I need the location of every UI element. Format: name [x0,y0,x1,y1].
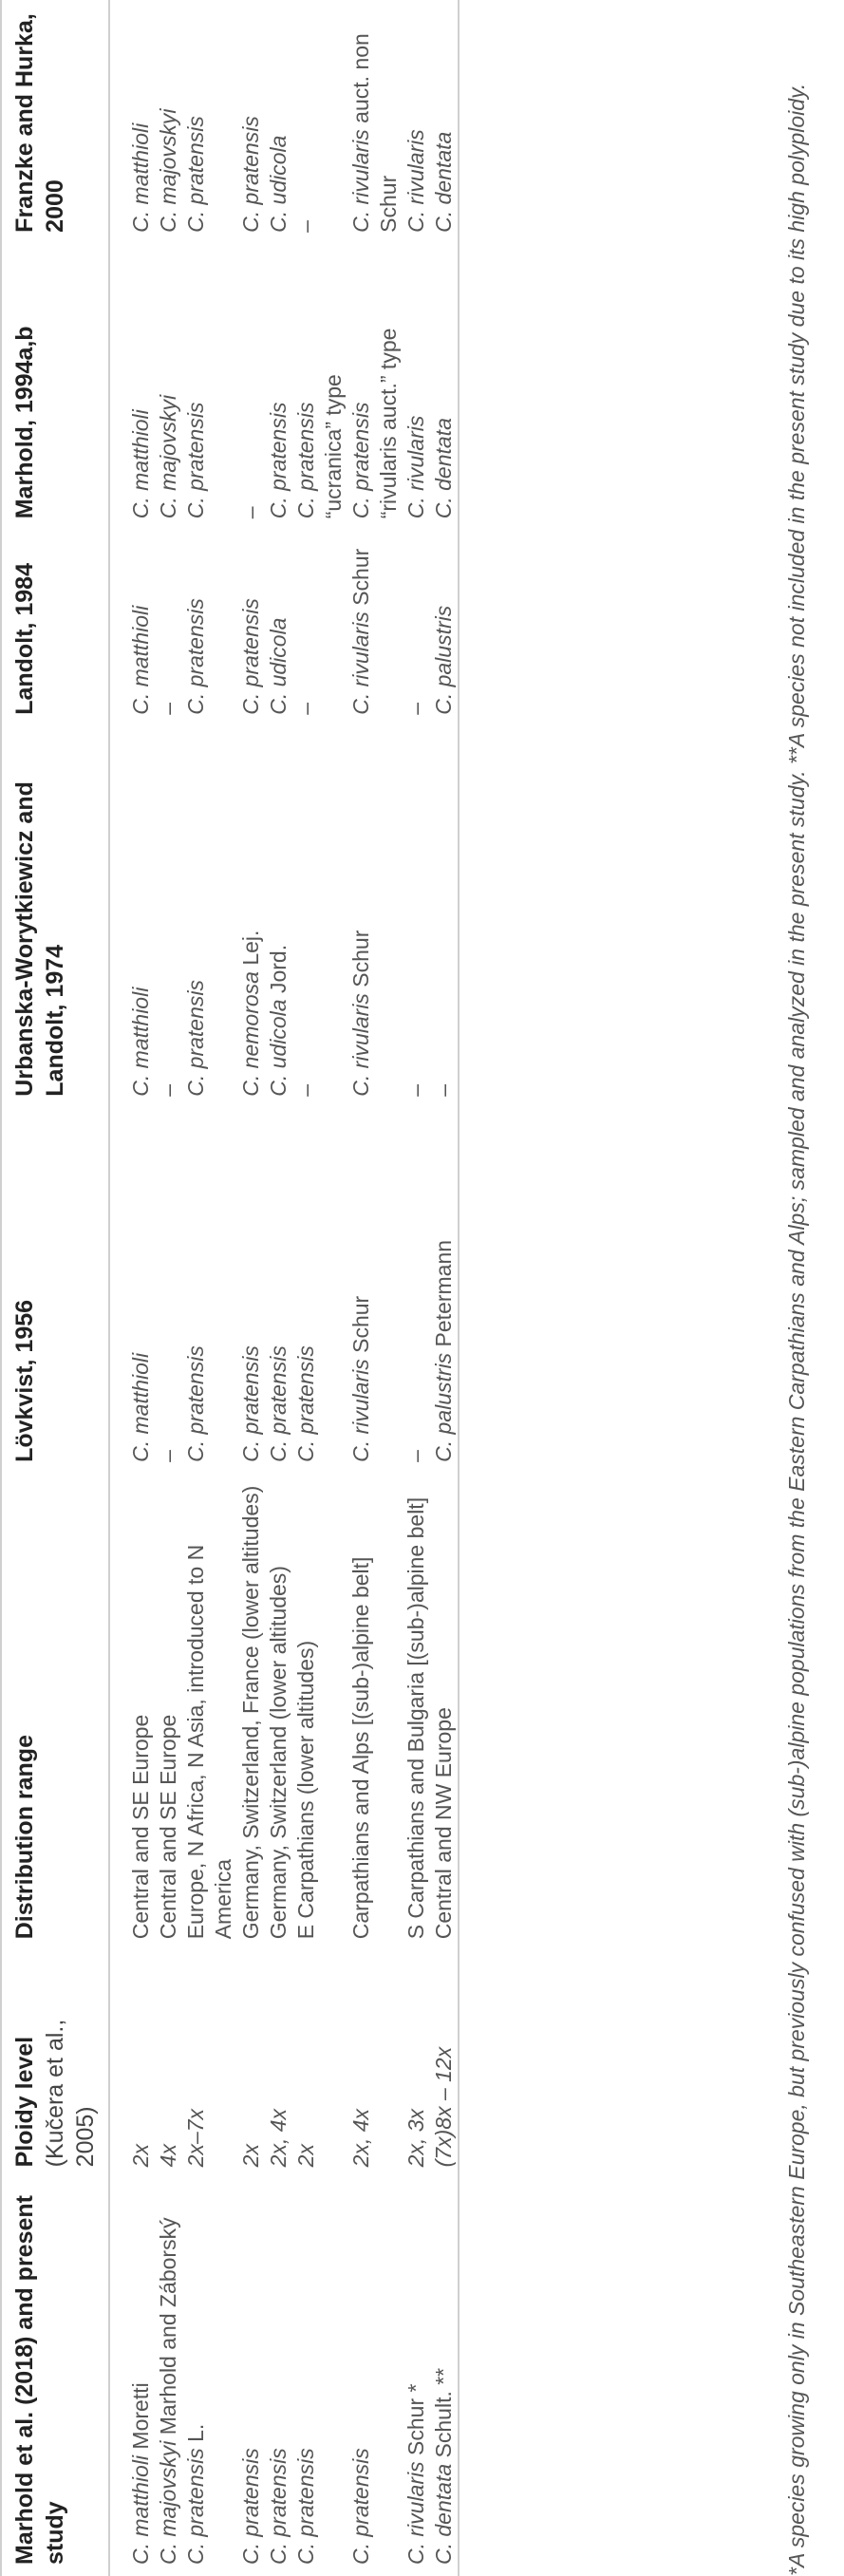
cell-franzke: C. pratensis [183,116,208,233]
cell-marhold: C. majovskyi [156,394,180,519]
cell-urbanska: – [293,1083,318,1097]
cell-lovkvist: C. pratensis [293,1345,318,1462]
header-landolt: Landolt, 1984 [11,563,38,715]
cell-landolt: – [293,703,318,715]
cell-ploidy: 2x [293,2144,318,2168]
header-marhold: Marhold, 1994a,b [11,326,38,519]
cell-marhold: C. pratensis [266,402,291,519]
cell-ploidy: 2x [238,2144,263,2168]
cell-landolt: C. rivularis Schur [348,548,373,715]
cell-lovkvist: C. pratensis [238,1345,263,1462]
cell-lovkvist: C. palustris Petermann [431,1239,456,1462]
cell-species: C. pratensis [266,2448,291,2565]
cell-ploidy: 4x [156,2144,180,2168]
cell-urbanska: – [156,1083,180,1097]
cell-ploidy: 2x, 3x [403,2108,428,2168]
cell-franzke: C. majovskyi [156,108,180,233]
cell-species: C. matthioli Moretti [128,2382,153,2565]
cell-ploidy: 2x, 4x [348,2108,373,2168]
cell-lovkvist: C. pratensis [183,1345,208,1462]
table-row [265,0,292,2576]
cell-urbanska: C. udicola Jord. [266,944,291,1097]
cell-species: C. majovskyi Marhold and Záborský [156,2217,180,2565]
cell-distribution: Germany, Switzerland, France (lower altitudes) [238,1485,263,1940]
cell-urbanska: C. pratensis [183,980,208,1097]
cell-landolt: – [403,703,428,715]
table-row [237,0,265,2576]
cell-species: C. rivularis Schur * [403,2383,428,2565]
cell-distribution: Carpathians and Alps [(sub-)alpine belt] [348,1556,373,1940]
cell-ploidy: 2x–7x [183,2108,208,2168]
cell-species: C. pratensis [238,2448,263,2565]
cell-species: C. pratensis L. [183,2423,208,2565]
cell-ploidy: 2x, 4x [266,2108,291,2168]
cell-marhold: – [238,506,263,519]
cell-landolt: – [156,703,180,715]
cell-lovkvist: – [156,1450,180,1462]
cell-ploidy: (7x)8x – 12x [431,2046,456,2168]
header-species: Marhold et al. (2018) and present study [11,2195,68,2565]
cell-distribution: S Carpathians and Bulgaria [(sub-)alpine belt] [403,1496,428,1940]
header-franzke: Franzke and Hurka, 2000 [11,13,68,233]
cell-urbanska: – [431,1083,456,1097]
cell-landolt: C. matthioli [128,605,153,715]
table-row [109,0,155,2576]
cell-distribution: Central and NW Europe [431,1707,456,1940]
cell-species: C. dentata Schult. ** [431,2367,456,2565]
table-row [182,0,237,2576]
table-footnote: *A species growing only in Southeastern Europe, but previously confused with (sub-)alpine populations from the Eastern Carpathians and Alps; sampled and analyzed in the present study. **A species not included in the present study due to its high polyploidy. [784,83,809,2576]
cell-marhold: C. pratensis [183,402,208,519]
cell-lovkvist: – [403,1450,428,1462]
header-lovkvist: Lövkvist, 1956 [11,1299,38,1462]
cell-landolt: C. pratensis [183,598,208,715]
cell-species: C. pratensis [348,2448,373,2565]
table-row [403,0,430,2576]
table-row [430,0,459,2576]
cell-urbanska: C. matthioli [128,987,153,1097]
cell-species: C. pratensis [293,2448,318,2565]
cell-franzke: C. rivularis [403,129,428,233]
cell-franzke: – [293,220,318,233]
cell-landolt: C. palustris [431,605,456,715]
cell-marhold: C. matthioli [128,409,153,519]
cell-urbanska: – [403,1083,428,1097]
table-row [155,0,182,2576]
header-ploidy: Ploidy level (Kučera et al., 2005) [11,2019,99,2168]
cell-urbanska: C. rivularis Schur [348,930,373,1097]
cell-franzke: C. rivularis auct. non Schur [348,33,401,233]
cell-urbanska: C. nemorosa Lej. [238,930,263,1097]
cell-landolt: C. pratensis [238,598,263,715]
cell-marhold: C. pratensis “ucranica” type [293,374,346,519]
cell-franzke: C. pratensis [238,116,263,233]
cell-marhold: C. rivularis [403,415,428,519]
cell-distribution: Central and SE Europe [128,1714,153,1940]
cell-distribution: Central and SE Europe [156,1714,180,1940]
cell-distribution: Germany, Switzerland (lower altitudes) [266,1566,291,1940]
table-row [292,0,347,2576]
cell-franzke: C. dentata [431,131,456,233]
header-urbanska: Urbanska-Worytkiewicz and Landolt, 1974 [11,781,68,1097]
cell-marhold: C. dentata [431,418,456,519]
cell-lovkvist: C. rivularis Schur [348,1295,373,1462]
cell-distribution: E Carpathians (lower altitudes) [293,1640,318,1940]
cell-franzke: C. matthioli [128,122,153,233]
cell-lovkvist: C. matthioli [128,1352,153,1462]
cell-distribution: Europe, N Africa, N Asia, introduced to N America [183,1544,235,1940]
cell-landolt: C. udicola [266,617,291,715]
cell-marhold: C. pratensis “rivularis auct.” type [348,328,401,519]
table-row [347,0,403,2576]
table-header-row [1,0,109,2576]
header-distribution: Distribution range [11,1735,38,1940]
cell-ploidy: 2x [128,2144,153,2168]
cell-franzke: C. udicola [266,135,291,233]
cell-lovkvist: C. pratensis [266,1345,291,1462]
